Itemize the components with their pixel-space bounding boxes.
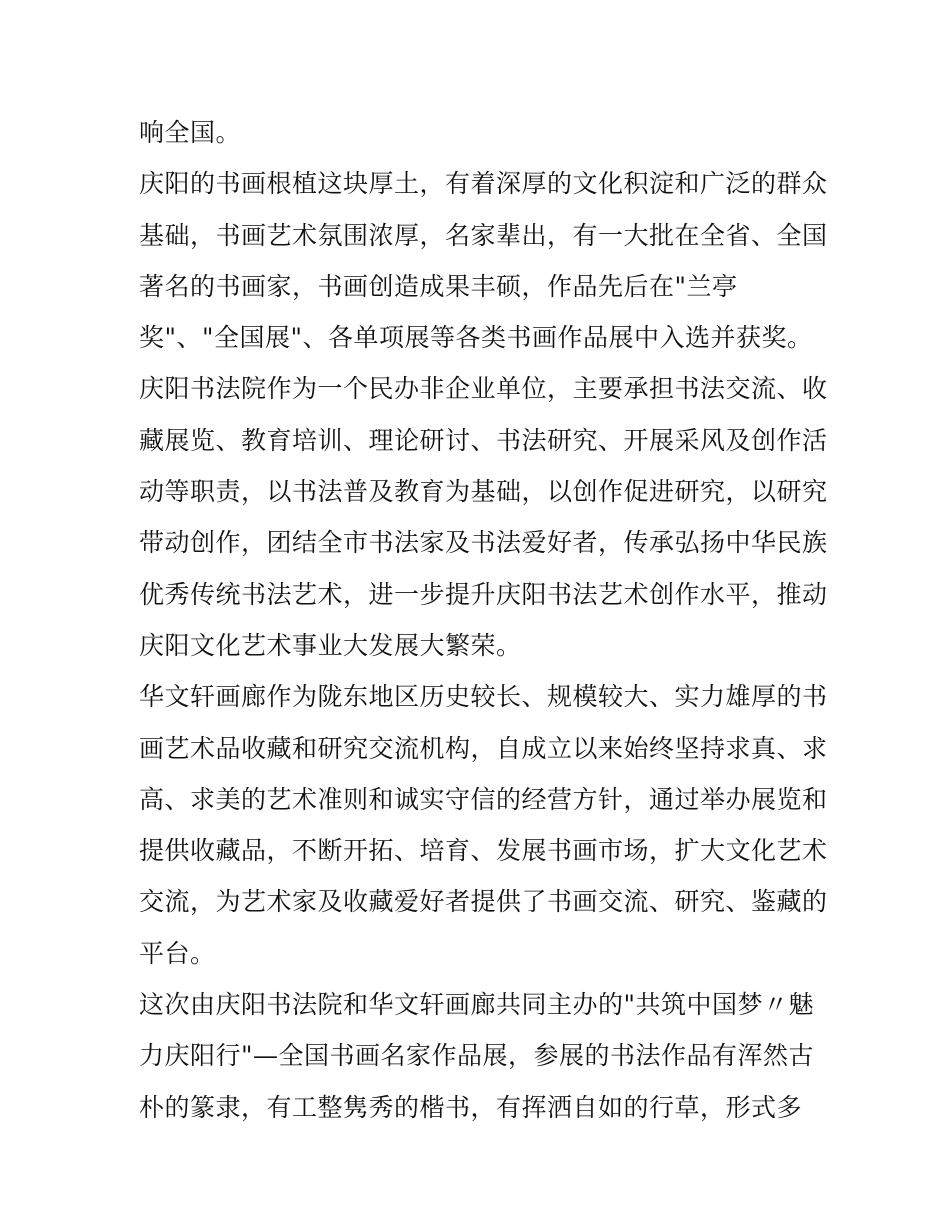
- text-line: 高、求美的艺术准则和诚实守信的经营方针，通过举办展览和: [139, 784, 828, 814]
- text-line: 朴的篆隶，有工整隽秀的楷书，有挥洒自如的行草，形式多: [139, 1092, 803, 1122]
- text-line: 优秀传统书法艺术，进一步提升庆阳书法艺术创作水平，推动: [139, 579, 828, 609]
- text-line: 响全国。: [139, 118, 242, 147]
- text-line: 提供收藏品，不断开拓、培育、发展书画市场，扩大文化艺术: [139, 836, 828, 866]
- text-line: 华文轩画廊作为陇东地区历史较长、规模较大、实力雄厚的书: [139, 682, 828, 712]
- text-line: 奖"、"全国展"、各单项展等各类书画作品展中入选并获奖。: [139, 323, 813, 353]
- document-body: [139, 107, 828, 1133]
- text-line: 基础，书画艺术氛围浓厚，名家辈出，有一大批在全省、全国: [139, 220, 828, 250]
- text-line: 庆阳文化艺术事业大发展大繁荣。: [139, 630, 522, 660]
- text-line: 这次由庆阳书法院和华文轩画廊共同主办的"共筑中国梦〃魅: [139, 990, 815, 1020]
- text-line: 藏展览、教育培训、理论研讨、书法研究、开展采风及创作活: [139, 425, 828, 455]
- text-line: 庆阳书法院作为一个民办非企业单位，主要承担书法交流、收: [139, 374, 828, 404]
- text-line: 力庆阳行"—全国书画名家作品展，参展的书法作品有浑然古: [139, 1041, 815, 1071]
- text-line: 著名的书画家，书画创造成果丰硕，作品先后在"兰亭: [139, 271, 738, 301]
- text-line: 带动创作，团结全市书法家及书法爱好者，传承弘扬中华民族: [139, 528, 828, 558]
- text-line: 平台。: [139, 938, 216, 968]
- text-line: 动等职责，以书法普及教育为基础，以创作促进研究，以研究: [139, 477, 828, 507]
- text-line: 交流，为艺术家及收藏爱好者提供了书画交流、研究、鉴藏的: [139, 887, 828, 917]
- text-line: 庆阳的书画根植这块厚土，有着深厚的文化积淀和广泛的群众: [139, 169, 828, 199]
- text-line: 画艺术品收藏和研究交流机构，自成立以来始终坚持求真、求: [139, 733, 828, 763]
